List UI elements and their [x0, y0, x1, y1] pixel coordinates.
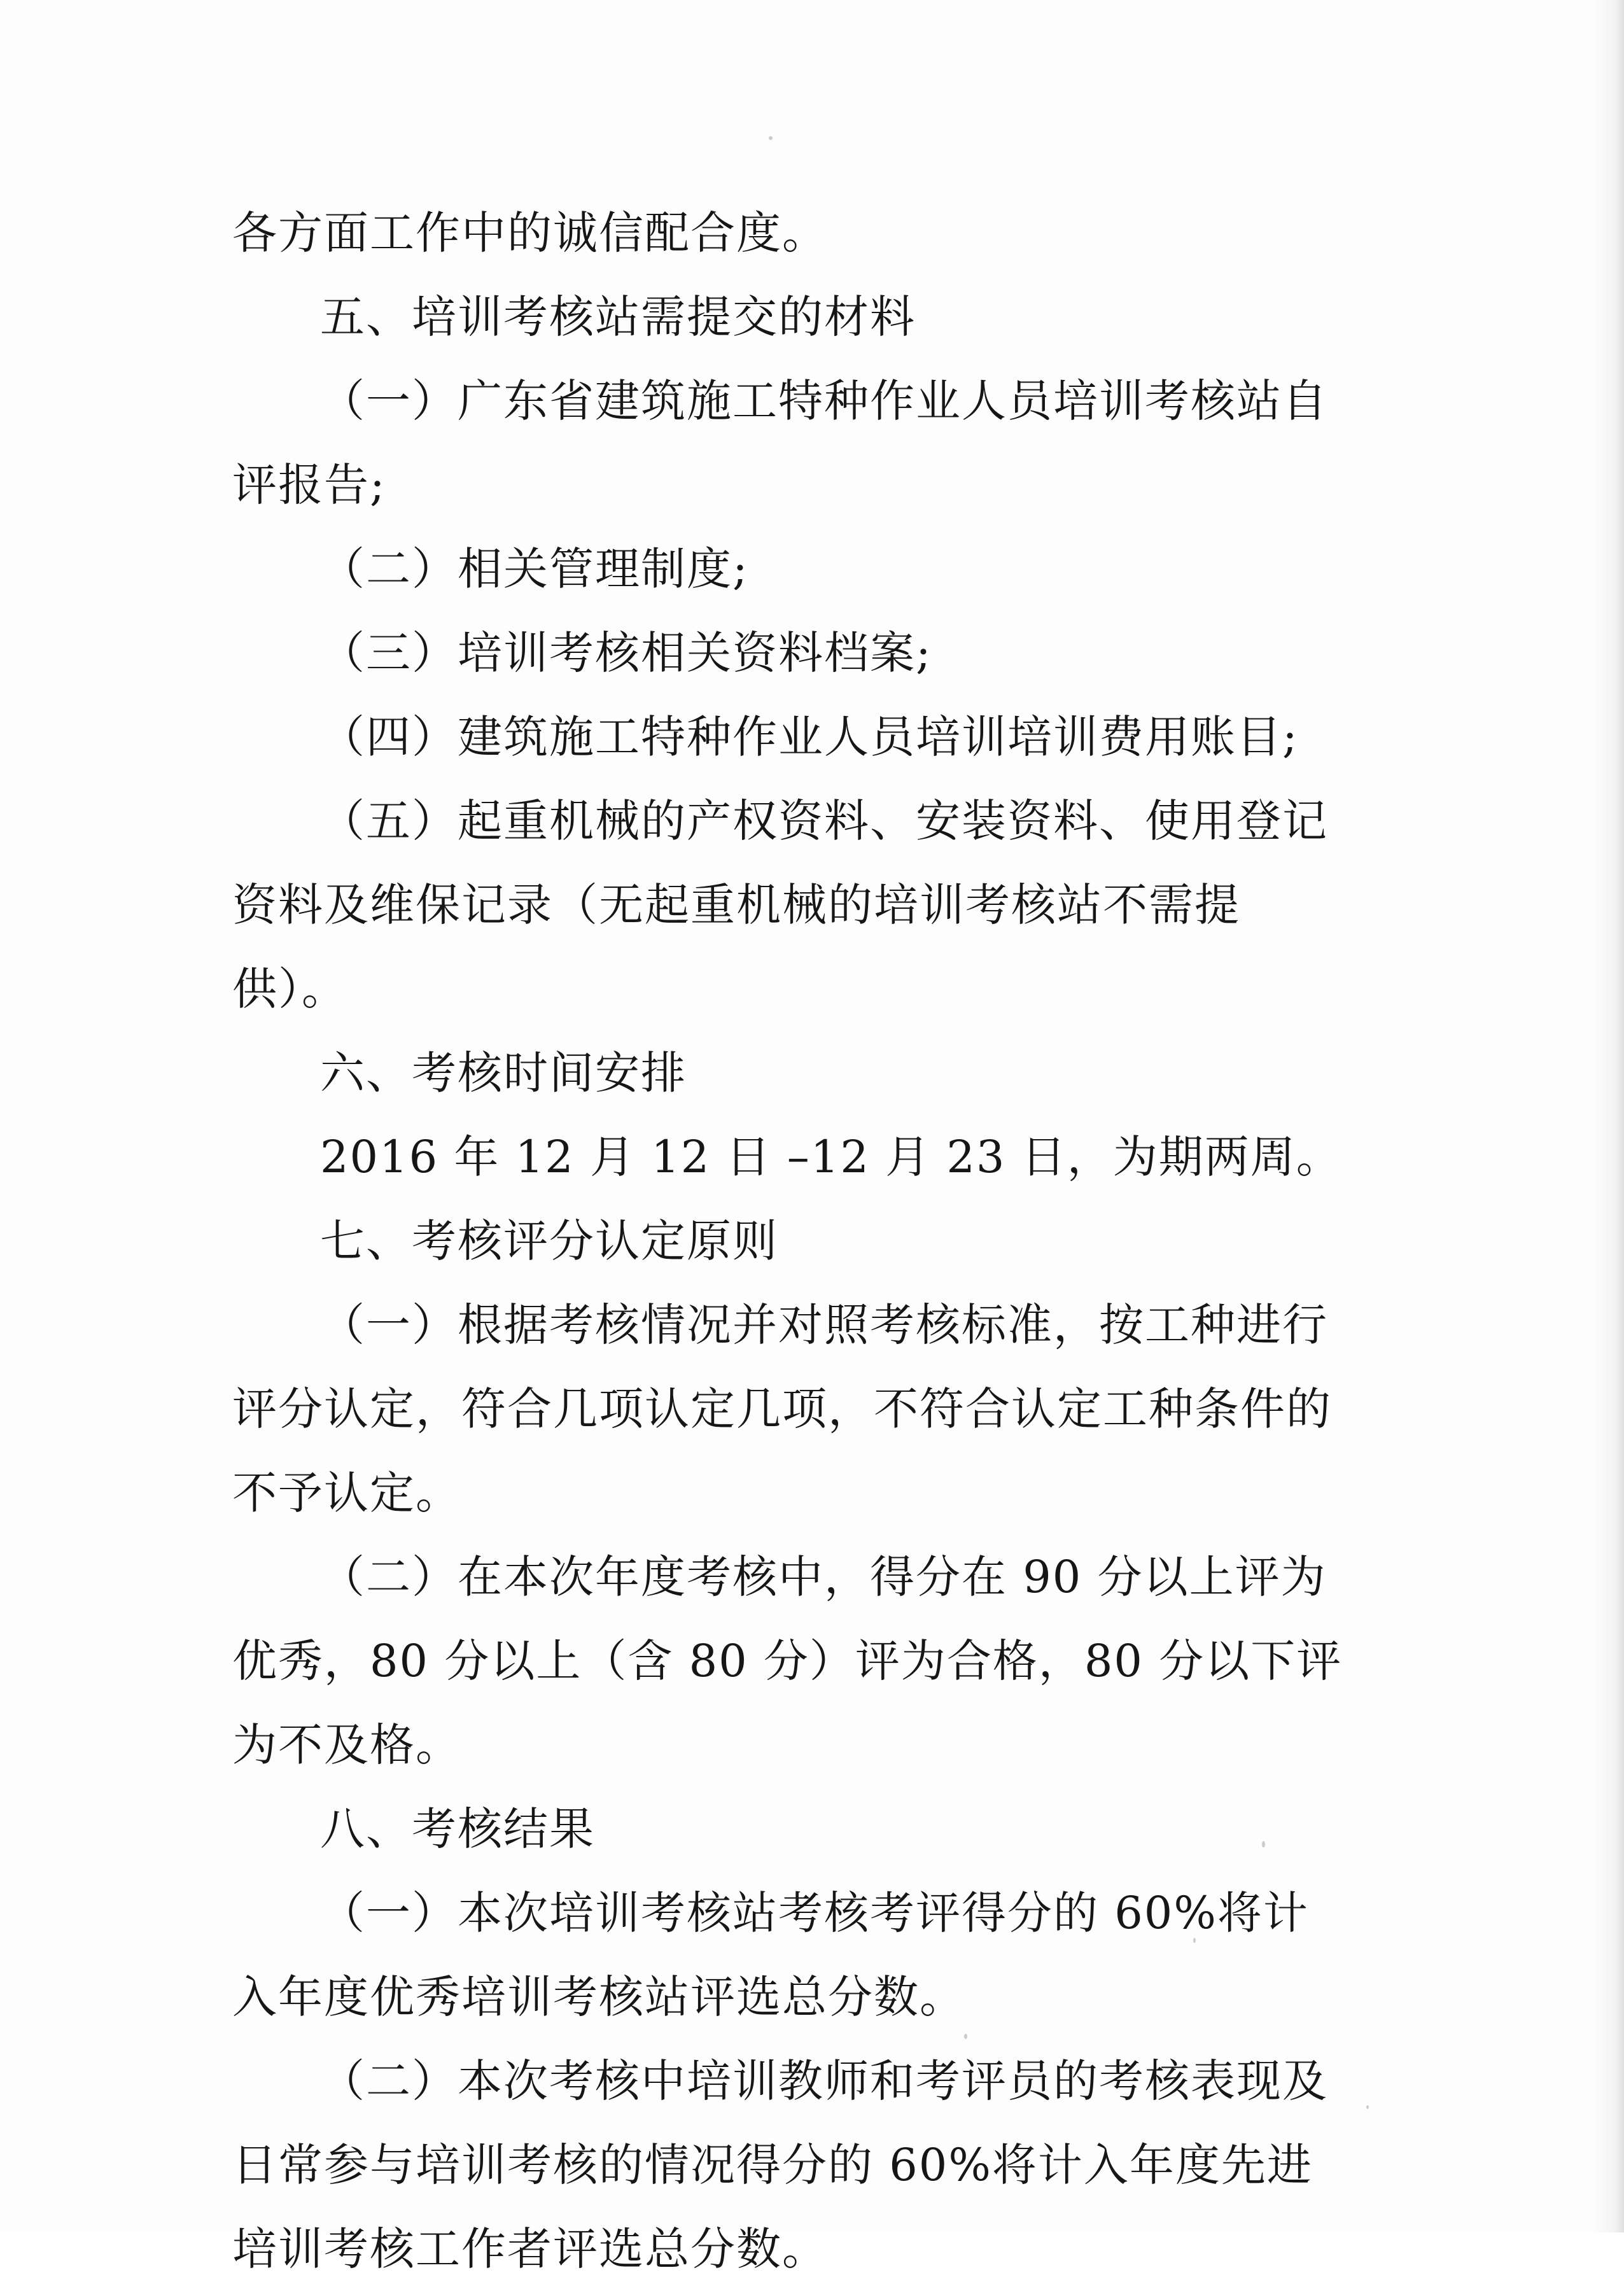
- materials-item-1: （一）广东省建筑施工特种作业人员培训考核站自评报告;: [232, 375, 1328, 511]
- schedule-text: 2016 年 12 月 12 日 –12 月 23 日，为期两周。: [320, 1131, 1342, 1183]
- paragraph-1: 各方面工作中的诚信配合度。: [232, 207, 828, 259]
- scan-speck: [1366, 2105, 1369, 2109]
- scan-edge-shadow: [1595, 0, 1624, 2232]
- scoring-item-2: （二）在本次年度考核中，得分在 90 分以上评为优秀，80 分以上（含 80 分）评为合格，80 分以下评为不及格。: [232, 1551, 1343, 1771]
- materials-item-2: （二）相关管理制度;: [320, 543, 749, 595]
- materials-item-3: （三）培训考核相关资料档案;: [320, 627, 932, 679]
- document-content: [232, 191, 1343, 2291]
- scan-speck: [1193, 1938, 1196, 1943]
- scoring-item-1: （一）根据考核情况并对照考核标准，按工种进行评分认定，符合几项认定几项，不符合认定工种条件的不予认定。: [232, 1299, 1332, 1519]
- section-heading-5: 五、培训考核站需提交的材料: [320, 291, 916, 343]
- scan-speck: [1262, 1841, 1265, 1847]
- materials-item-5: （五）起重机械的产权资料、安装资料、使用登记资料及维保记录（无起重机械的培训考核站不需提供）。: [232, 795, 1328, 1015]
- result-item-1: （一）本次培训考核站考核考评得分的 60%将计入年度优秀培训考核站评选总分数。: [232, 1887, 1309, 2023]
- section-heading-7: 七、考核评分认定原则: [320, 1215, 778, 1267]
- scan-speck: [769, 136, 773, 140]
- scan-speck: [964, 2034, 967, 2039]
- section-heading-6: 六、考核时间安排: [320, 1047, 687, 1099]
- section-heading-8: 八、考核结果: [320, 1803, 595, 1855]
- materials-item-4: （四）建筑施工特种作业人员培训培训费用账目;: [320, 711, 1299, 763]
- result-item-2: （二）本次考核中培训教师和考评员的考核表现及日常参与培训考核的情况得分的 60%将计入年度先进培训考核工作者评选总分数。: [232, 2055, 1328, 2275]
